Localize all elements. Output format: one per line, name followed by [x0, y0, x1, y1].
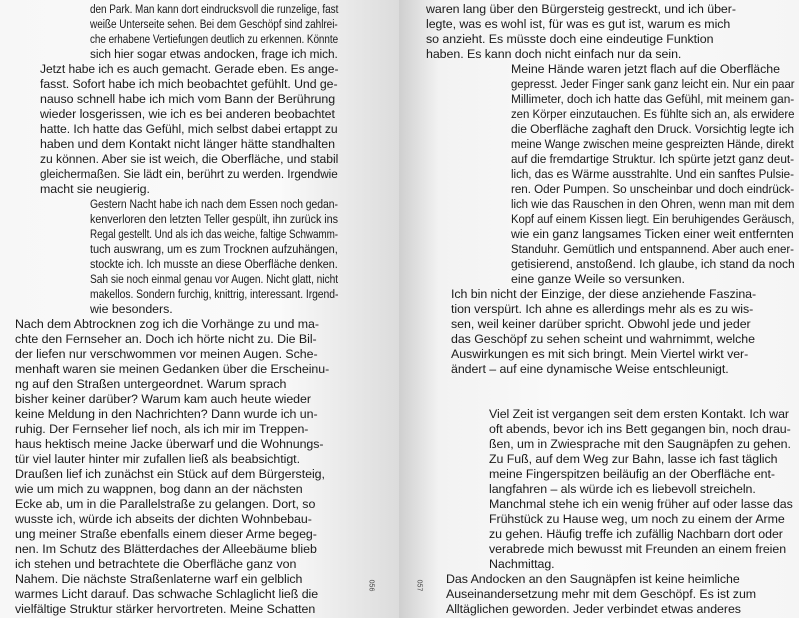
text-line: verabrede mich bewusst mit Freunden an einem freien: [489, 542, 787, 556]
text-line: Zu Fuß, auf dem Weg zur Bahn, lasse ich fast täglich: [489, 452, 778, 466]
text-line: nen. Im Schutz des Blätterdaches der Alleebäume blieb: [15, 542, 317, 556]
text-line: lich, das es Wärme ausstrahlte. Und ein sanftes Pulsie-: [511, 167, 794, 181]
text-line: zu gehen. Häufig treffe ich zufällig Nachbarn dort oder: [489, 527, 783, 541]
text-line: gepresst. Jeder Finger sank ganz leicht ein. Nur ein paar: [511, 77, 795, 91]
text-line: legte, was es wohl ist, für was es gut ist, warum es mich: [426, 17, 731, 31]
text-line: sich hier sogar etwas andocken, frage ich mich.: [90, 47, 338, 61]
text-line: tür viel lauter hinter mir zufallen ließ als beabsichtigt.: [15, 452, 300, 466]
text-line: getisierend, anstoßend. Ich glaube, ich stand da noch: [511, 257, 795, 271]
text-line: stockte ich. Ich musste an diese Oberfläche denken.: [90, 257, 338, 271]
text-line: kenverloren den letzten Teller gespült, ihn zurück ins: [90, 212, 338, 226]
text-line: ung meiner Straße ebenfalls einem dieser Arme begeg-: [15, 527, 317, 541]
text-line: waren lang über den Bürgersteig gestreckt, und ich über-: [426, 2, 736, 16]
text-line: lich wie das Rauschen in den Ohren, wenn man mit dem: [511, 197, 795, 211]
text-line: Nachmittag.: [489, 557, 555, 571]
text-line: tuch auswrang, um es zum Trocknen aufzuhängen,: [90, 242, 338, 256]
text-line: der liefen nur verschwommen vor meinen Augen. Sche-: [15, 347, 318, 361]
text-line: wie besonders.: [90, 302, 173, 316]
text-line: keine Meldung in den Nachrichten? Dann wurde ich un-: [15, 407, 318, 421]
text-line: makellos. Sondern furchig, knittrig, interessant. Irgend-: [90, 287, 339, 301]
text-line: auf die fremdartige Struktur. Ich spürte jetzt ganz deut-: [511, 152, 795, 166]
text-line: Auseinandersetzung mehr mit dem Geschöpf. Es ist zum: [446, 587, 757, 601]
text-line: Meine Hände waren jetzt flach auf die Oberfläche: [511, 62, 780, 76]
text-line: Auswirkungen es mit sich bringt. Mein Viertel wirkt ver-: [451, 347, 749, 361]
text-line: Sah sie noch einmal genau vor Augen. Nicht glatt, nicht: [90, 272, 339, 286]
text-line: Viel Zeit ist vergangen seit dem ersten Kontakt. Ich war: [489, 407, 790, 421]
text-line: Frühstück zu Hause weg, um noch zu einem der Arme: [489, 512, 785, 526]
left-page: [0, 0, 399, 618]
text-line: Manchmal stehe ich ein wenig früher auf oder lasse das: [489, 497, 793, 511]
text-line: die Oberfläche zaghaft den Druck. Vorsichtig legte ich: [511, 122, 795, 136]
text-line: ßen, um in Zwiesprache mit den Saugnäpfen zu gehen.: [489, 437, 791, 451]
text-line: Nahem. Die nächste Straßenlaterne warf ein gelblich: [15, 572, 303, 586]
page-number: 056: [367, 579, 375, 592]
text-line: bisher keiner darüber? Warum kam auch heute wieder: [15, 392, 311, 406]
text-line: chte den Fernseher an. Doch ich hörte nicht zu. Die Bil-: [15, 332, 317, 346]
text-line: oft abends, bevor ich ins Bett gegangen bin, noch drau-: [489, 422, 791, 436]
text-line: fasst. Sofort habe ich mich beobachtet gefühlt. Und ge-: [40, 77, 338, 91]
text-line: weiße Unterseite sehen. Bei dem Geschöpf sind zahlrei-: [90, 17, 338, 31]
text-line: Jetzt habe ich es auch gemacht. Gerade eben. Es ange-: [40, 62, 339, 76]
text-line: eine ganze Weile so versunken.: [511, 272, 685, 286]
text-line: wie um mich zu wappnen, bog dann an der nächsten: [15, 482, 303, 496]
text-line: zen Körper einzutauchen. Es fühlte sich an, als erwidere: [511, 107, 795, 121]
text-line: das Geschöpf zu sehen scheint und wahrnimmt, welche: [451, 332, 755, 346]
text-line: Das Andocken an den Saugnäpfen ist keine heimliche: [446, 572, 740, 586]
text-line: haus hektisch meine Jacke überwarf und die Wohnungs-: [15, 437, 324, 451]
text-line: Draußen lief ich zunächst ein Stück auf dem Bürgersteig,: [15, 467, 325, 481]
text-line: haben. Es kann doch nicht einfach nur da sein.: [426, 47, 682, 61]
text-line: nauso schnell habe ich mich vom Bann der Berührung: [40, 92, 336, 106]
text-line: ich stehen und betrachtete die Oberfläche ganz von: [15, 557, 297, 571]
text-line: warmes Licht darauf. Das schwache Schlaglicht ließ die: [15, 587, 319, 601]
text-line: sen, weil keiner darüber spricht. Obwohl jede und jeder: [451, 317, 751, 331]
text-line: zu können. Aber sie ist weich, die Oberfläche, und stabil: [40, 152, 339, 166]
text-line: wieder losgerissen, wie ich es bei anderen beobachtet: [40, 107, 335, 121]
text-line: ändert – auf eine dynamische Weise entschleunigt.: [451, 362, 729, 376]
text-line: macht sie neugierig.: [40, 182, 150, 196]
text-line: den Park. Man kann dort eindrucksvoll die runzelige, fast: [90, 2, 339, 16]
text-line: Gestern Nacht habe ich nach dem Essen noch gedan-: [90, 197, 338, 211]
text-line: Regal gestellt. Und als ich das weiche, faltige Schwamm-: [90, 227, 339, 241]
text-line: so anzieht. Es müsste doch eine eindeutige Funktion: [426, 32, 714, 46]
text-line: Ich bin nicht der Einzige, der diese anziehende Faszina-: [451, 287, 757, 301]
text-line: ruhig. Der Fernseher lief noch, als ich mir im Treppen-: [15, 422, 309, 436]
text-line: ren. Oder Pumpen. So unscheinbar und doch eindrück-: [511, 182, 795, 196]
text-line: Alltäglichen geworden. Jeder verbindet etwas anderes: [446, 602, 741, 616]
page-number: 057: [415, 579, 423, 592]
right-page: [399, 0, 799, 618]
text-line: hatte. Ich hatte das Gefühl, mich selbst dabei ertappt zu: [40, 122, 338, 136]
text-line: Kopf auf einem Kissen liegt. Ein beruhigendes Geräusch,: [511, 212, 795, 226]
text-line: wie ein ganz langsames Ticken einer weit entfernten: [511, 227, 794, 241]
text-line: meine Fingerspitzen beiläufig an der Oberfläche ent-: [489, 467, 775, 481]
text-line: che erhabene Vertiefungen deutlich zu erkennen. Könnte: [90, 32, 339, 46]
text-line: Ecke ab, um in die Parallelstraße zu gelangen. Dort, so: [15, 497, 316, 511]
text-line: vielfältige Struktur stärker hervortreten. Meine Schatten: [15, 602, 316, 616]
text-line: haben und dem Kontakt nicht länger hätte standhalten: [40, 137, 335, 151]
text-line: Nach dem Abtrocknen zog ich die Vorhänge zu und ma-: [15, 317, 319, 331]
text-line: menhaft waren sie meinen Gedanken über die Erscheinu-: [15, 362, 330, 376]
text-line: ng auf den Straßen untergeordnet. Warum sprach: [15, 377, 287, 391]
text-line: meine Wange zwischen meine gespreizten Hände, direkt: [511, 137, 794, 151]
text-line: Millimeter, doch ich hatte das Gefühl, mit meinem gan-: [511, 92, 795, 106]
text-line: gleichermaßen. Sie lädt ein, berührt zu werden. Irgendwie: [40, 167, 338, 181]
text-line: wusste ich, würde ich abseits der dichten Wohnbebau-: [15, 512, 312, 526]
text-line: Standuhr. Gemütlich und entspannend. Aber auch ener-: [511, 242, 794, 256]
text-line: tion verspürt. Ich ahne es allerdings mehr als es zu wis-: [451, 302, 754, 316]
text-line: langfahren – als würde ich es liebevoll streicheln.: [489, 482, 756, 496]
